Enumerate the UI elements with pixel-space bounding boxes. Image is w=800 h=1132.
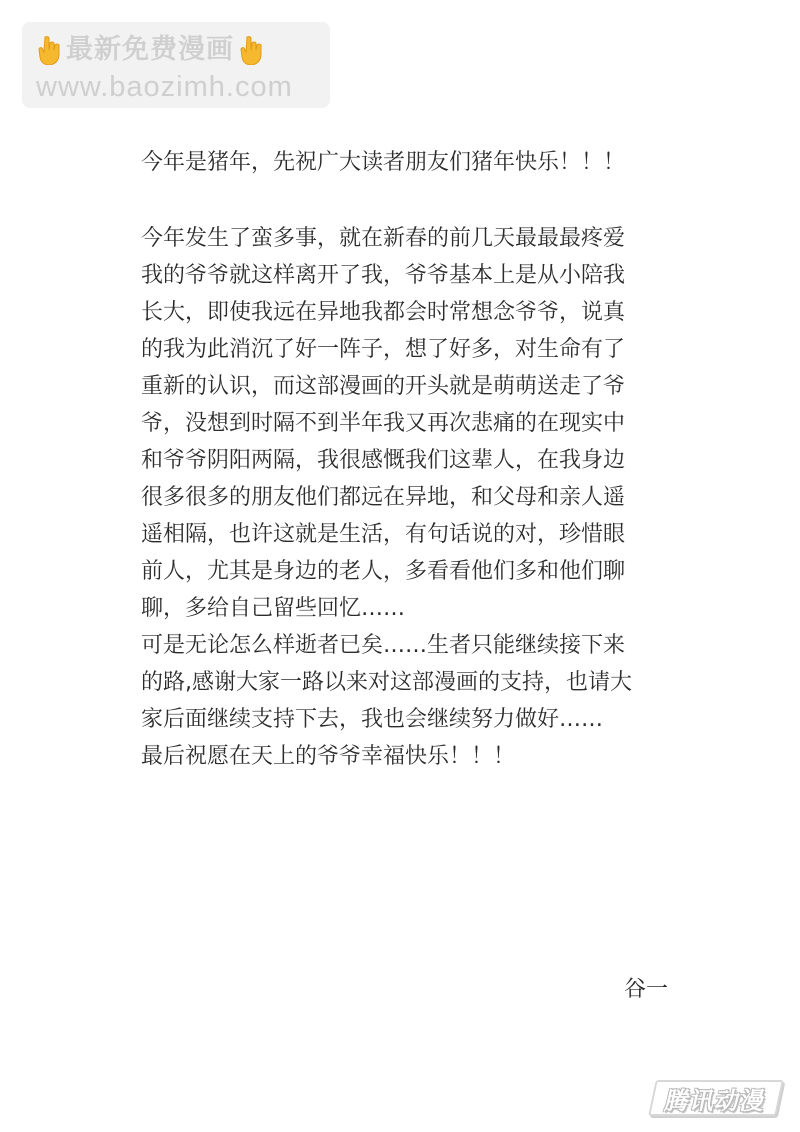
text-line: 最后祝愿在天上的爷爷幸福快乐！！！: [141, 744, 516, 769]
text-line: 家后面继续支持下去，我也会继续努力做好……: [141, 707, 604, 732]
greeting-line: 今年是猪年，先祝广大读者朋友们猪年快乐！！！: [141, 150, 626, 175]
text-line: 我的爷爷就这样离开了我，爷爷基本上是从小陪我: [141, 263, 626, 288]
text-line: 今年发生了蛮多事，就在新春的前几天最最最疼爱: [141, 226, 626, 251]
letter-paragraph: [141, 220, 731, 775]
signature: 谷一: [624, 977, 669, 1002]
text-line: 和爷爷阴阳两隔，我很感慨我们这辈人，在我身边: [141, 448, 626, 473]
text-line: 聊，多给自己留些回忆……: [141, 596, 406, 621]
brand-logo-text: 腾讯动漫: [662, 1086, 769, 1115]
pointing-down-hand-icon: [238, 35, 264, 65]
text-line: 重新的认识，而这部漫画的开头就是萌萌送走了爷: [141, 374, 626, 399]
text-line: 的我为此消沉了好一阵子，想了好多，对生命有了: [141, 337, 626, 362]
site-watermark: [22, 22, 330, 108]
pointing-down-hand-icon: [36, 35, 62, 65]
text-line: 爷，没想到时隔不到半年我又再次悲痛的在现实中: [141, 411, 626, 436]
letter-body: [141, 140, 731, 775]
watermark-title: 最新免费漫画: [66, 34, 234, 65]
tencent-comic-logo: [648, 1080, 784, 1116]
text-line: 长大，即使我远在异地我都会时常想念爷爷，说真: [141, 300, 626, 325]
text-line: 的路,感谢大家一路以来对这部漫画的支持，也请大: [141, 670, 632, 695]
text-line: 前人，尤其是身边的老人，多看看他们多和他们聊: [141, 559, 626, 584]
watermark-title-row: [36, 30, 264, 70]
text-line: 很多很多的朋友他们都远在异地，和父母和亲人遥: [141, 485, 626, 510]
watermark-url: www.baozimh.com: [36, 71, 293, 103]
text-line: 可是无论怎么样逝者已矣……生者只能继续接下来: [141, 633, 626, 658]
text-line: 遥相隔，也许这就是生活，有句话说的对，珍惜眼: [141, 522, 626, 547]
